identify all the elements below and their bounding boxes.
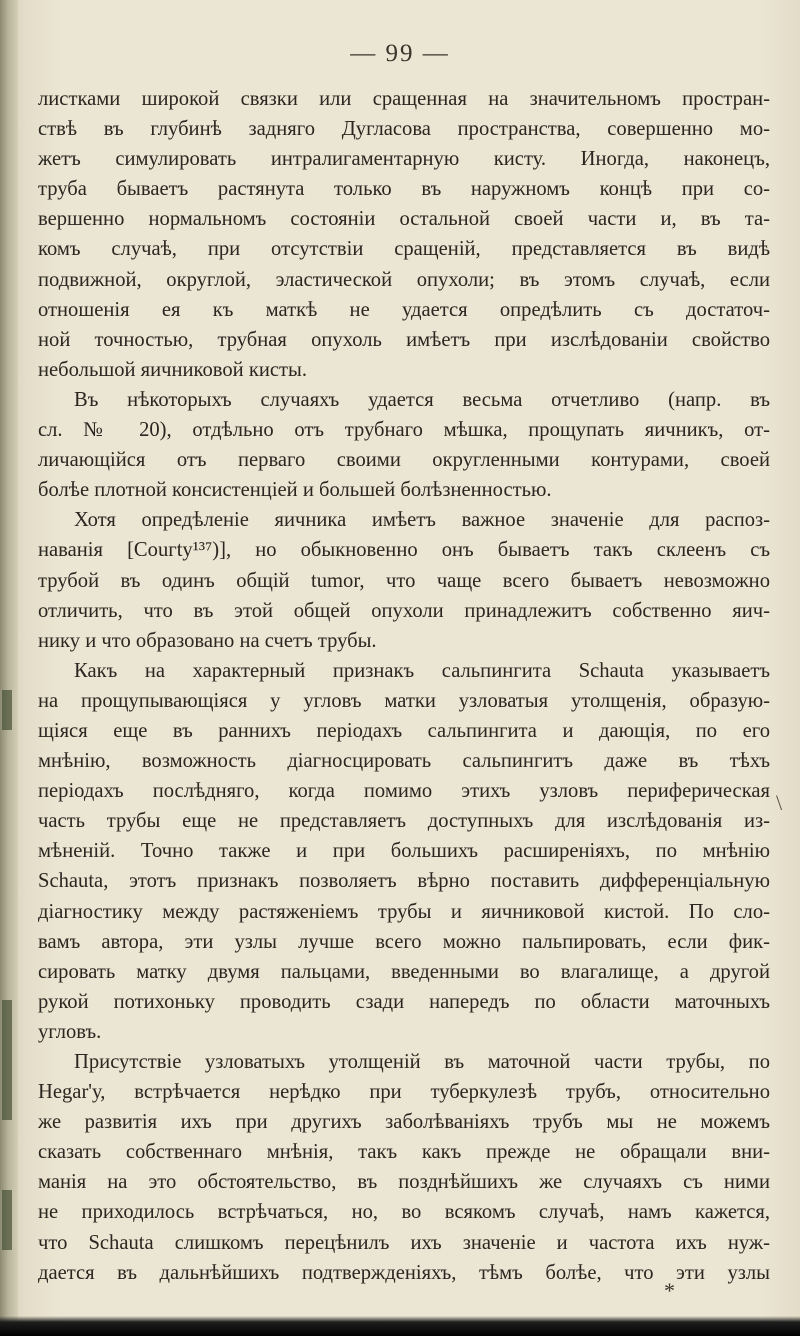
text-line: Въ нѣкоторыхъ случаяхъ удается весьма отчетливо (напр. въ [74, 388, 770, 411]
text-line: же развитія ихъ при другихъ заболѣваніяхъ трубъ мы не можемъ [38, 1111, 770, 1134]
text-line: сл. № 20), отдѣльно отъ трубнаго мѣшка, прощупать яичникъ, от- [38, 419, 770, 442]
text-line: мнѣнію, возможность діагносцировать сальпингитъ даже въ тѣхъ [38, 750, 770, 773]
text-line: дается въ дальнѣйшихъ подтвержденіяхъ, тѣмъ болѣе, что эти узлы [38, 1261, 770, 1284]
body-text [38, 84, 770, 1288]
spine-stain [2, 1000, 12, 1120]
margin-mark: \ [776, 790, 783, 815]
text-line: комъ случаѣ, при отсутствіи сращеній, представляется въ видѣ [38, 238, 770, 261]
text-line: угловъ. [38, 1020, 102, 1043]
text-line: труба бываетъ растянута только въ наружномъ концѣ при со- [38, 178, 770, 201]
scan-edge [0, 1316, 800, 1336]
spine-stain [2, 690, 12, 730]
text-line: часть трубы еще не представляетъ доступныхъ для изслѣдованія из- [38, 810, 770, 833]
spine-stain [2, 1190, 12, 1250]
text-line: щіяся еще въ раннихъ періодахъ сальпингита и дающія, по его [38, 719, 770, 742]
text-line: ствѣ въ глубинѣ задняго Дугласова пространства, совершенно мо- [38, 118, 770, 141]
text-line: отношенія ея къ маткѣ не удается опредѣлить съ достаточ- [38, 298, 770, 321]
text-line: періодахъ послѣдняго, когда помимо этихъ узловъ периферическая [38, 780, 770, 803]
text-line: діагностику между растяженіемъ трубы и яичниковой кистой. По сло- [38, 900, 770, 923]
footer-mark: * [664, 1278, 675, 1303]
text-line: не приходилось встрѣчаться, но, во всякомъ случаѣ, намъ кажется, [38, 1201, 770, 1224]
text-line: Какъ на характерный признакъ сальпингита Schauta указываетъ [74, 659, 770, 682]
text-line: подвижной, округлой, эластической опухоли; въ этомъ случаѣ, если [38, 268, 770, 291]
page-number: — 99 — [350, 40, 450, 67]
text-line: отличить, что въ этой общей опухоли принадлежитъ собственно яич- [38, 599, 770, 622]
text-line: болѣе плотной консистенціей и большей болѣзненностью. [38, 479, 552, 502]
text-line: что Schauta слишкомъ перецѣнилъ ихъ значеніе и частота ихъ нуж- [38, 1231, 770, 1254]
text-line: Хотя опредѣленіе яичника имѣетъ важное значеніе для распоз- [74, 509, 770, 532]
text-line: жетъ симулировать интралигаментарную кисту. Иногда, наконецъ, [38, 148, 770, 171]
text-line: Hegar'у, встрѣчается нерѣдко при туберкулезѣ трубъ, относительно [38, 1081, 770, 1104]
text-line: небольшой яичниковой кисты. [38, 358, 308, 381]
book-spine-shadow [0, 0, 18, 1336]
text-line: наванія [Couгty¹³⁷)], но обыкновенно онъ бываетъ такъ склеенъ съ [38, 539, 770, 562]
text-line: Schauta, этотъ признакъ позволяетъ вѣрно поставить дифференціальную [38, 870, 770, 893]
text-line: сказать собственнаго мнѣнія, такъ какъ прежде не обращали вни- [38, 1141, 770, 1164]
text-line: на прощупывающіяся у угловъ матки узловатыя утолщенія, образую- [38, 689, 770, 712]
text-line: Присутствіе узловатыхъ утолщеній въ маточной части трубы, по [74, 1051, 770, 1073]
text-line: вамъ автора, эти узлы лучше всего можно пальпировать, если фик- [38, 930, 770, 953]
text-line: ной точностью, трубная опухоль имѣетъ при изслѣдованіи свойство [38, 328, 770, 351]
text-line: нику и что образовано на счетъ трубы. [38, 629, 377, 652]
text-line: вершенно нормальномъ состояніи остальной своей части и, въ та- [38, 208, 770, 231]
text-line: личающійся отъ перваго своими округленными контурами, своей [38, 449, 770, 472]
text-line: рукой потихоньку проводить сзади напередъ по области маточныхъ [38, 990, 770, 1013]
text-line: манія на это обстоятельство, въ позднѣйшихъ же случаяхъ съ ними [38, 1171, 770, 1194]
text-line: трубой въ одинъ общій tumor, что чаще всего бываетъ невозможно [38, 569, 770, 592]
text-line: мѣненій. Точно также и при большихъ расширеніяхъ, по мнѣнію [38, 840, 770, 863]
text-line: листками широкой связки или сращенная на значительномъ простран- [38, 88, 770, 110]
text-line: сировать матку двумя пальцами, введенными во влагалище, а другой [38, 960, 770, 983]
